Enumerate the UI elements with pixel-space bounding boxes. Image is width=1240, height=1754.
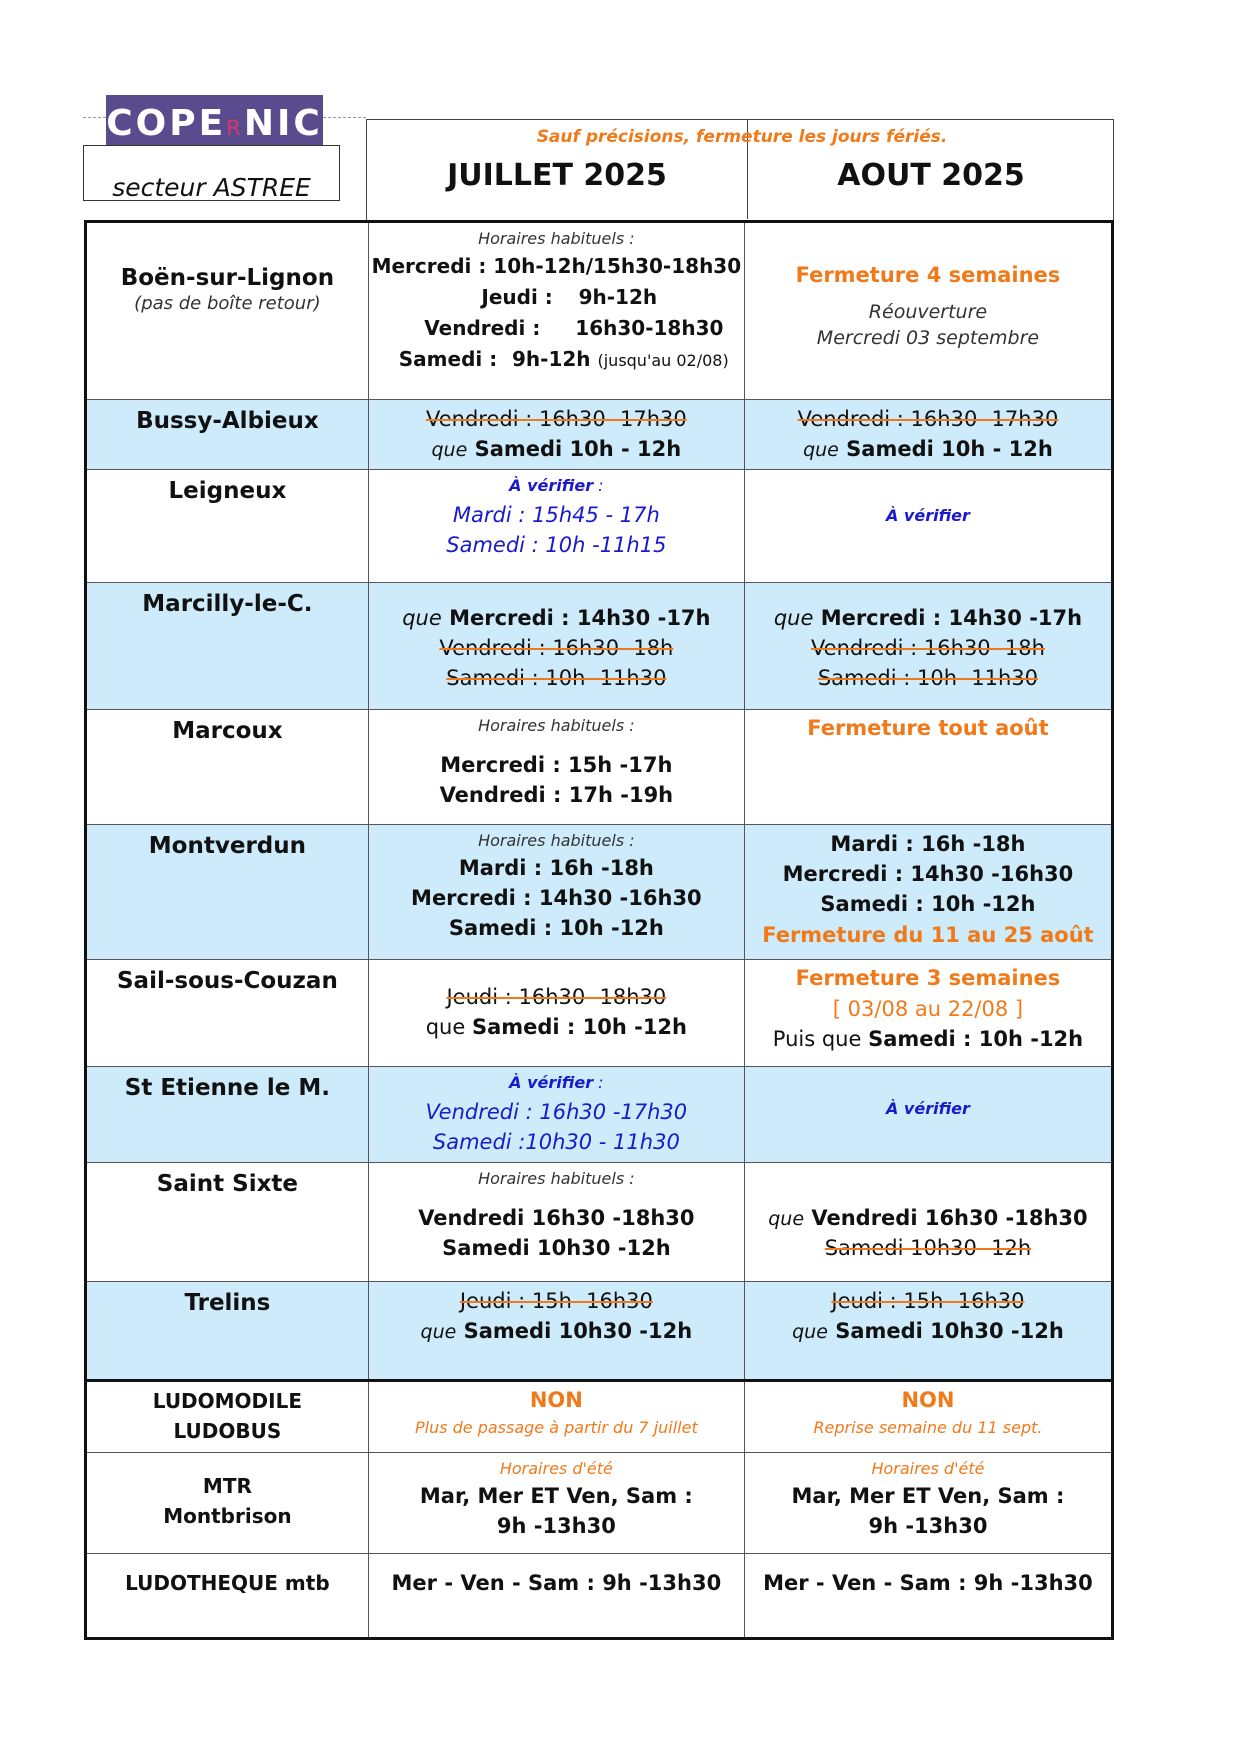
library-name: Trelins bbox=[184, 1290, 271, 1316]
hours-line: Vendredi 16h30 -18h30 bbox=[418, 1206, 695, 1230]
hours-line: Samedi : 10h -12h bbox=[820, 892, 1036, 916]
library-name: Bussy-Albieux bbox=[136, 408, 319, 434]
july-cell bbox=[368, 1282, 744, 1381]
library-cell bbox=[86, 710, 369, 825]
verify-label: À vérifier bbox=[885, 506, 970, 525]
hours-header: Horaires habituels : bbox=[478, 1169, 635, 1188]
hours-line: que Samedi 10h30 -12h bbox=[420, 1319, 693, 1343]
july-cell bbox=[368, 470, 744, 583]
service-note: Plus de passage à partir du 7 juillet bbox=[414, 1418, 698, 1437]
reopening-label: Réouverture bbox=[868, 301, 988, 323]
hours-line: Samedi :10h30 - 11h30 bbox=[432, 1130, 680, 1154]
july-cell bbox=[368, 400, 744, 470]
hours-line: Mardi : 15h45 - 17h bbox=[452, 503, 660, 527]
hours-line: Mardi : 16h -18h bbox=[830, 832, 1026, 856]
table-row bbox=[86, 1163, 1113, 1282]
august-cell bbox=[744, 825, 1112, 960]
verify-label: À vérifier bbox=[885, 1099, 970, 1118]
hours-header: Horaires d'été bbox=[871, 1459, 985, 1478]
service-name: LUDOTHEQUE mtb bbox=[125, 1571, 330, 1595]
cancelled-hours: Vendredi : 16h30 -17h30 bbox=[425, 407, 687, 431]
closure-text: Fermeture 4 semaines bbox=[795, 263, 1061, 287]
hours-line: que Samedi 10h - 12h bbox=[803, 437, 1053, 461]
august-cell bbox=[744, 710, 1112, 825]
table-row bbox=[86, 960, 1113, 1067]
hours-line: Mer - Ven - Sam : 9h -13h30 bbox=[391, 1571, 722, 1595]
closure-text: Fermeture du 11 au 25 août bbox=[762, 923, 1094, 947]
table-row bbox=[86, 583, 1113, 710]
library-name: Sail-sous-Couzan bbox=[116, 968, 338, 994]
service-cell bbox=[86, 1453, 369, 1554]
august-cell bbox=[744, 1163, 1112, 1282]
library-cell bbox=[86, 222, 369, 400]
august-cell bbox=[744, 1067, 1112, 1163]
july-cell bbox=[368, 1163, 744, 1282]
hours-line: que Mercredi : 14h30 -17h bbox=[773, 606, 1083, 630]
july-cell bbox=[368, 1453, 744, 1554]
cancelled-hours: Vendredi : 16h30 -18h bbox=[439, 636, 674, 660]
library-name: Boën-sur-Lignon bbox=[120, 265, 335, 291]
service-cell bbox=[86, 1554, 369, 1639]
sector-box bbox=[83, 145, 340, 201]
table-row bbox=[86, 400, 1113, 470]
august-cell bbox=[744, 583, 1112, 710]
cancelled-hours: Samedi : 10h -11h30 bbox=[446, 666, 667, 690]
hours-line: 9h -13h30 bbox=[496, 1514, 616, 1538]
table-row bbox=[86, 1453, 1113, 1554]
service-name: Montbrison bbox=[163, 1504, 292, 1528]
cancelled-hours: Vendredi : 16h30 -18h bbox=[810, 636, 1045, 660]
hours-line: Mer - Ven - Sam : 9h -13h30 bbox=[763, 1571, 1093, 1595]
table-row bbox=[86, 1554, 1113, 1639]
table-row bbox=[86, 1282, 1113, 1381]
library-cell bbox=[86, 1067, 369, 1163]
library-cell bbox=[86, 1282, 369, 1381]
verify-label: À vérifier : bbox=[509, 476, 604, 495]
service-name: LUDOMODILE bbox=[152, 1389, 303, 1413]
hours-line: Samedi 10h30 -12h bbox=[442, 1236, 671, 1260]
july-cell bbox=[368, 222, 744, 400]
library-name: St Etienne le M. bbox=[124, 1075, 331, 1101]
hours-header: Horaires d'été bbox=[499, 1459, 613, 1478]
table-row bbox=[86, 1067, 1113, 1163]
cancelled-hours: Jeudi : 16h30 -18h30 bbox=[446, 985, 667, 1009]
service-status: NON bbox=[529, 1388, 583, 1412]
august-cell bbox=[744, 1282, 1112, 1381]
hours-line: que Samedi : 10h -12h bbox=[425, 1015, 687, 1039]
hours-line: Jeudi : 9h-12h bbox=[481, 285, 658, 309]
library-cell bbox=[86, 470, 369, 583]
library-cell bbox=[86, 1163, 369, 1282]
hours-line: que Samedi 10h30 -12h bbox=[792, 1319, 1064, 1343]
service-name: MTR bbox=[202, 1474, 252, 1498]
sector-label: secteur ASTREE bbox=[112, 173, 311, 202]
hours-line: Samedi : 10h -11h15 bbox=[446, 533, 667, 557]
table-row bbox=[86, 1381, 1113, 1453]
library-cell bbox=[86, 583, 369, 710]
library-subtitle: (pas de boîte retour) bbox=[134, 293, 321, 314]
august-cell bbox=[744, 1453, 1112, 1554]
schedule-table bbox=[84, 220, 1114, 1640]
hours-line: Mar, Mer ET Ven, Sam : bbox=[791, 1484, 1065, 1508]
hours-line: Samedi : 10h -12h bbox=[448, 916, 664, 940]
hours-line: Puis que Samedi : 10h -12h bbox=[772, 1027, 1084, 1051]
hours-line: que Vendredi 16h30 -18h30 bbox=[768, 1206, 1088, 1230]
cancelled-hours: Samedi : 10h -11h30 bbox=[817, 666, 1039, 690]
july-cell bbox=[368, 583, 744, 710]
verify-label: À vérifier : bbox=[509, 1073, 604, 1092]
service-status: NON bbox=[901, 1388, 955, 1412]
hours-line: 9h -13h30 bbox=[868, 1514, 988, 1538]
closure-text: Fermeture tout août bbox=[807, 716, 1049, 740]
hours-line: Samedi : 9h-12h (jusqu'au 02/08) bbox=[398, 347, 729, 371]
hours-line: Vendredi : 16h30-18h30 bbox=[424, 316, 724, 340]
hours-line: Mercredi : 14h30 -16h30 bbox=[411, 886, 702, 910]
cancelled-hours: Vendredi : 16h30 -17h30 bbox=[797, 407, 1059, 431]
service-cell bbox=[86, 1381, 369, 1453]
july-cell bbox=[368, 1067, 744, 1163]
july-cell bbox=[368, 960, 744, 1067]
closure-text: Fermeture 3 semaines bbox=[795, 966, 1061, 990]
hours-line: Mardi : 16h -18h bbox=[458, 856, 654, 880]
august-cell bbox=[744, 470, 1112, 583]
hours-line: Vendredi : 16h30 -17h30 bbox=[425, 1100, 688, 1124]
july-cell bbox=[368, 1381, 744, 1453]
august-cell bbox=[744, 400, 1112, 470]
library-name: Leigneux bbox=[168, 478, 287, 504]
hours-line: que Samedi 10h - 12h bbox=[431, 437, 682, 461]
hours-line: Mercredi : 14h30 -16h30 bbox=[782, 862, 1074, 886]
library-cell bbox=[86, 960, 369, 1067]
hours-line: Mercredi : 10h-12h/15h30-18h30 bbox=[371, 254, 742, 278]
holiday-note: Sauf précisions, fermeture les jours fériés. bbox=[536, 127, 948, 147]
library-name: Marcilly-le-C. bbox=[142, 591, 313, 617]
table-row bbox=[86, 825, 1113, 960]
august-cell bbox=[744, 222, 1112, 400]
library-cell bbox=[86, 825, 369, 960]
service-note: Reprise semaine du 11 sept. bbox=[813, 1418, 1043, 1437]
library-cell bbox=[86, 400, 369, 470]
cancelled-hours: Samedi 10h30 -12h bbox=[824, 1236, 1032, 1260]
hours-line: Mar, Mer ET Ven, Sam : bbox=[419, 1484, 693, 1508]
hours-line: Mercredi : 15h -17h bbox=[440, 753, 673, 777]
hours-line: que Mercredi : 14h30 -17h bbox=[402, 606, 711, 630]
table-row bbox=[86, 222, 1113, 400]
hours-line: Vendredi : 17h -19h bbox=[439, 783, 674, 807]
library-name: Saint Sixte bbox=[156, 1171, 299, 1197]
july-cell bbox=[368, 710, 744, 825]
month-august: AOUT 2025 bbox=[837, 158, 1025, 193]
logo-text: COPERNIC bbox=[106, 103, 323, 144]
july-cell bbox=[368, 1554, 744, 1639]
august-cell bbox=[744, 1554, 1112, 1639]
month-july: JUILLET 2025 bbox=[447, 158, 667, 193]
hours-header: Horaires habituels : bbox=[478, 716, 635, 735]
hours-header: Horaires habituels : bbox=[478, 229, 635, 248]
cancelled-hours: Jeudi : 15h -16h30 bbox=[831, 1289, 1025, 1313]
library-name: Marcoux bbox=[172, 718, 283, 744]
service-name: LUDOBUS bbox=[173, 1419, 282, 1443]
august-cell bbox=[744, 1381, 1112, 1453]
july-cell bbox=[368, 825, 744, 960]
library-name: Montverdun bbox=[148, 833, 307, 859]
table-row bbox=[86, 710, 1113, 825]
table-row bbox=[86, 470, 1113, 583]
closure-dates: [ 03/08 au 22/08 ] bbox=[832, 997, 1024, 1021]
reopening-date: Mercredi 03 septembre bbox=[816, 327, 1040, 349]
cancelled-hours: Jeudi : 15h -16h30 bbox=[459, 1289, 653, 1313]
hours-header: Horaires habituels : bbox=[478, 831, 635, 850]
august-cell bbox=[744, 960, 1112, 1067]
